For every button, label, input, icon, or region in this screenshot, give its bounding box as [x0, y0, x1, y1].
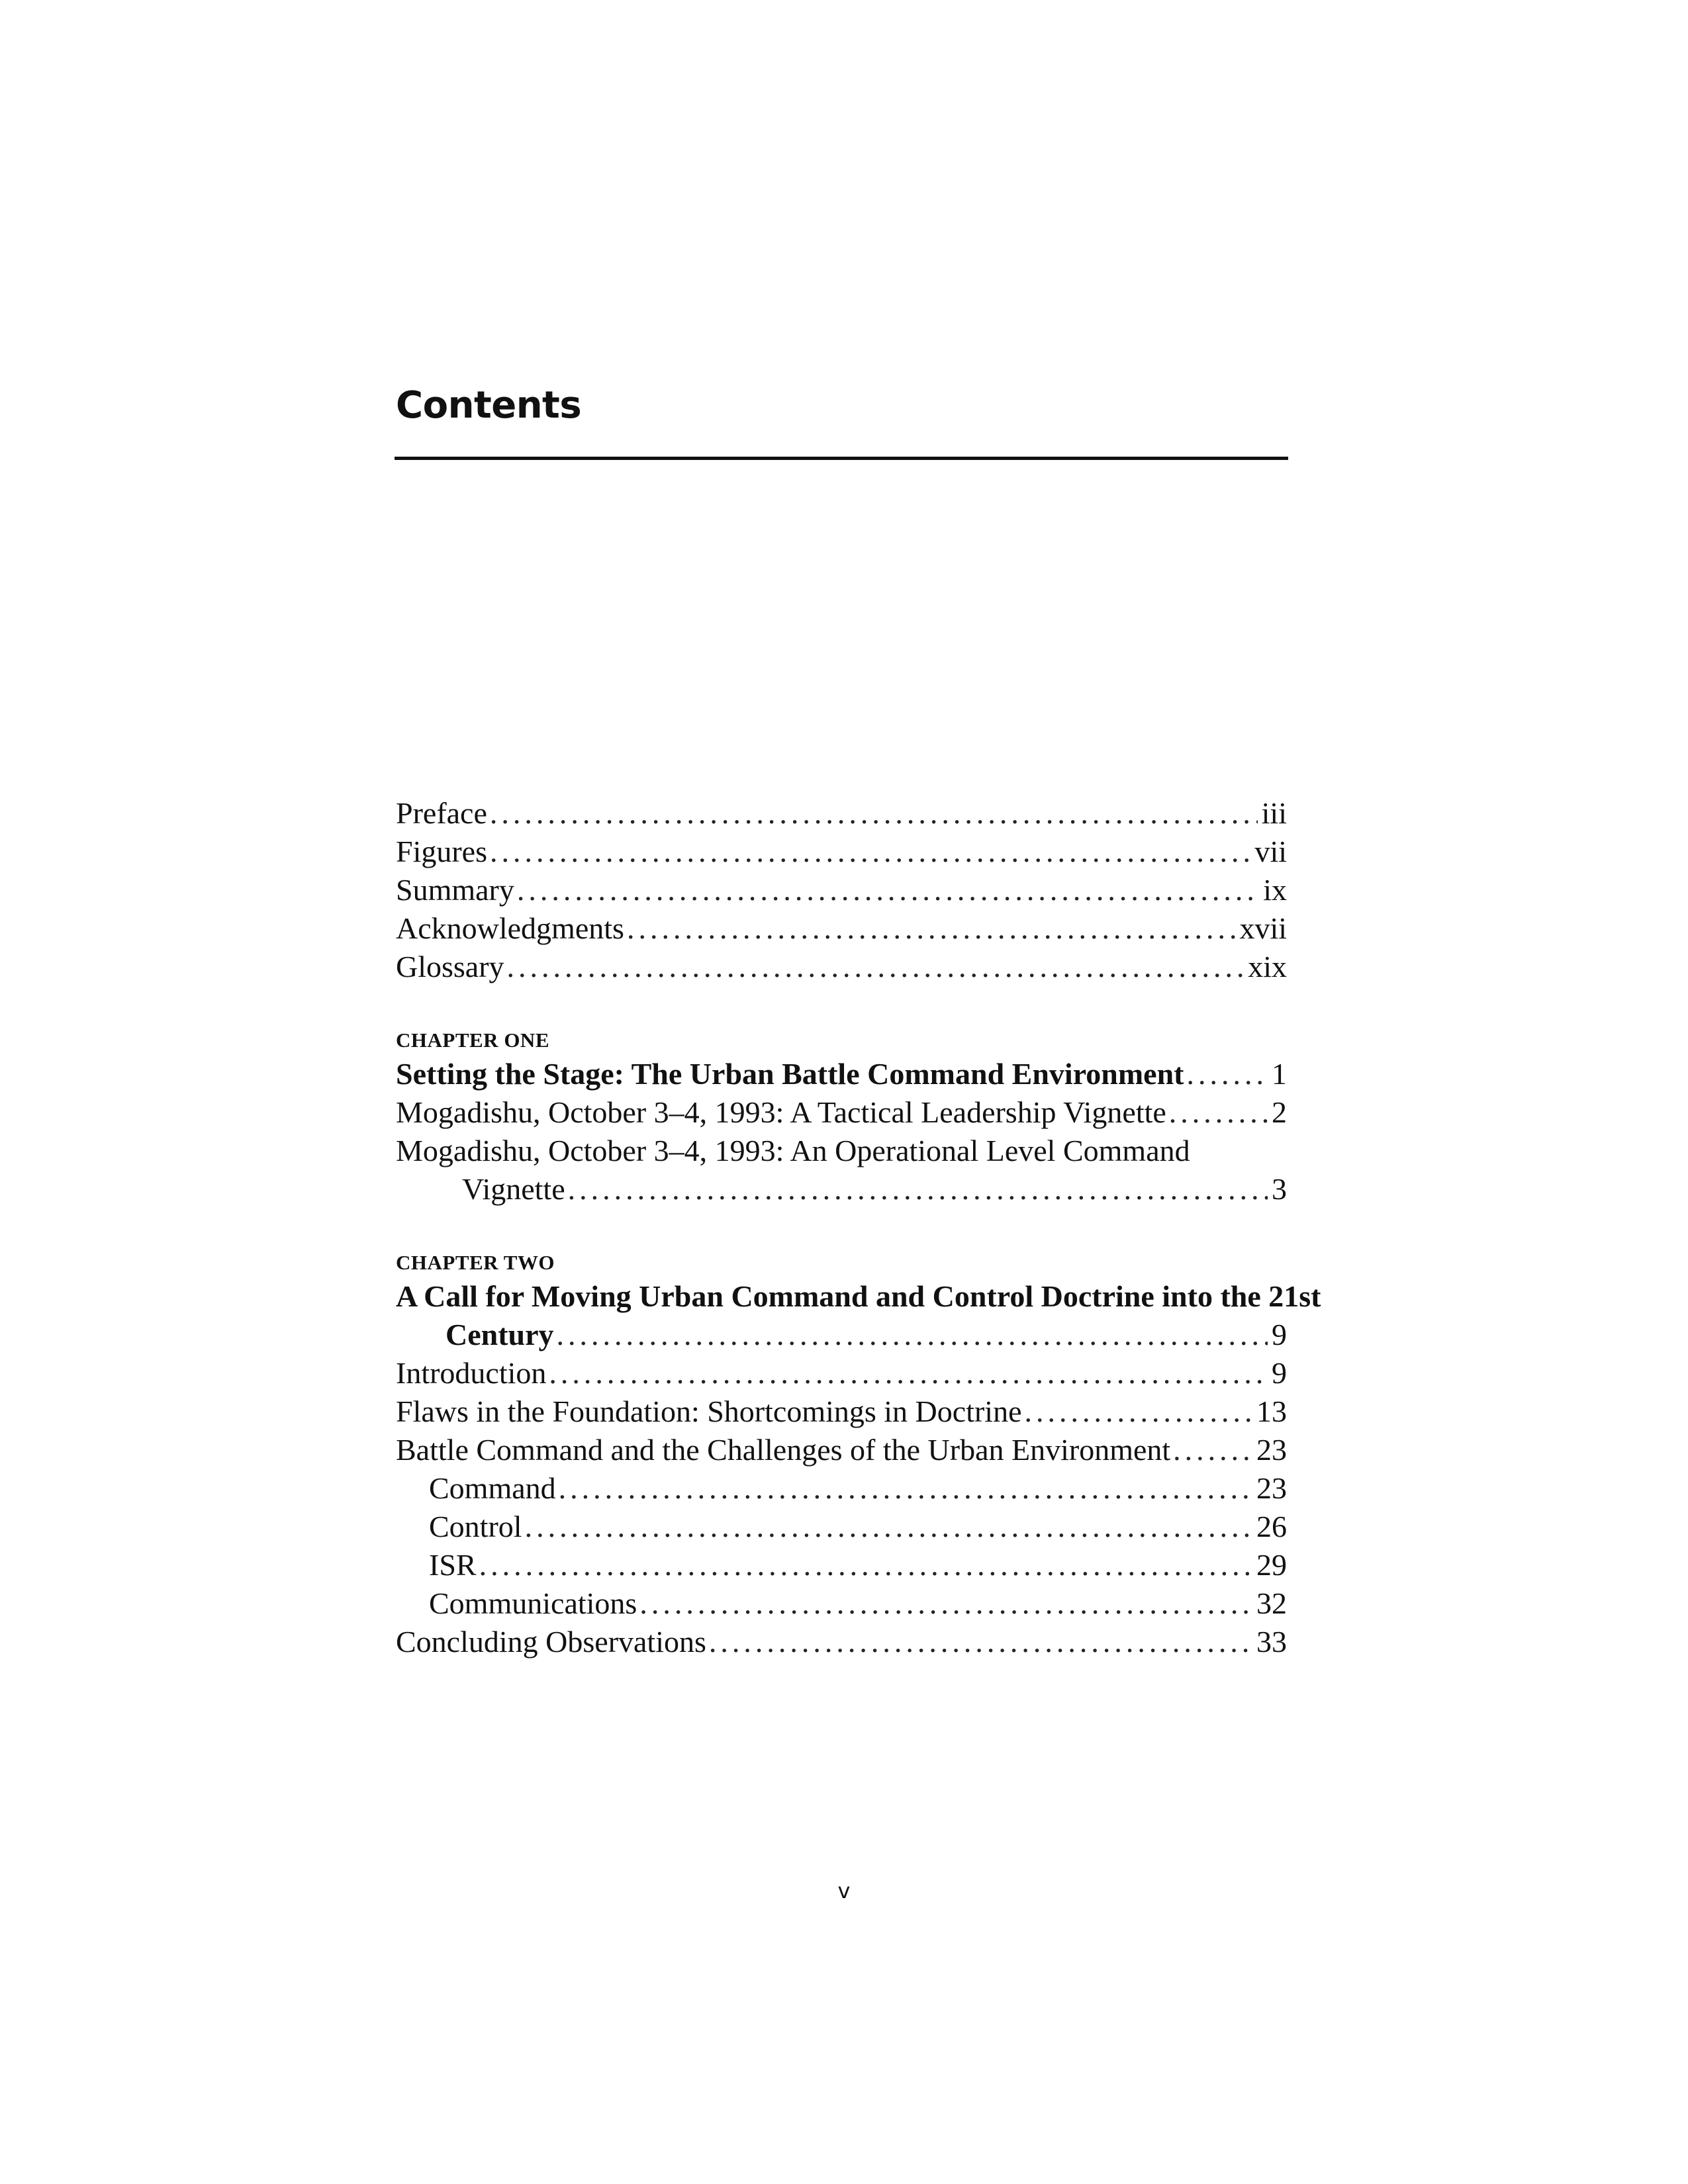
toc-entry-control[interactable] [396, 1508, 1287, 1546]
title-rule [395, 457, 1288, 460]
toc-entry-page: 26 [1256, 1510, 1287, 1543]
leader-dots [1187, 1055, 1268, 1093]
leader-dots [559, 1469, 1252, 1508]
page-number: v [837, 1878, 851, 1903]
leader-dots [709, 1623, 1252, 1661]
toc-entry-label: Introduction [396, 1356, 547, 1390]
toc-entry-page: xix [1248, 950, 1287, 983]
toc-entry-isr[interactable] [396, 1546, 1287, 1584]
toc-entry-page: 1 [1272, 1057, 1287, 1091]
toc-entry-label: Setting the Stage: The Urban Battle Command Environment [396, 1057, 1184, 1091]
toc-entry-glossary[interactable] [396, 948, 1287, 986]
toc-entry-page: 9 [1272, 1318, 1287, 1351]
leader-dots [507, 948, 1244, 986]
toc-entry-label: ISR [429, 1548, 477, 1582]
toc-entry-page: 2 [1272, 1095, 1287, 1129]
toc-entry-introduction[interactable] [396, 1354, 1287, 1392]
toc-entry-acknowledgments[interactable] [396, 909, 1287, 948]
toc-entry-operational-vignette[interactable] [396, 1170, 1287, 1208]
toc-entry-chapter-two-title[interactable] [396, 1316, 1287, 1354]
toc-entry-page: 13 [1256, 1394, 1287, 1428]
toc-entry-figures[interactable] [396, 833, 1287, 871]
toc-entry-label: Control [429, 1510, 522, 1543]
toc-entry-label: Glossary [396, 950, 504, 983]
toc-entry-battle-command[interactable] [396, 1431, 1287, 1469]
leader-dots [1025, 1392, 1253, 1431]
leader-dots [627, 909, 1236, 948]
toc-entry-page: iii [1261, 796, 1287, 830]
toc-entry-summary[interactable] [396, 871, 1287, 909]
leader-dots [639, 1584, 1252, 1623]
toc-entry-label: Figures [396, 835, 487, 868]
toc-entry-chapter-one-title[interactable] [396, 1055, 1287, 1093]
toc-entry-label: Century [445, 1318, 554, 1351]
toc-entry-label: Mogadishu, October 3–4, 1993: A Tactical Leadership Vignette [396, 1095, 1166, 1129]
toc-entry-page: 23 [1256, 1471, 1287, 1505]
toc-entry-label: Acknowledgments [396, 911, 624, 945]
toc-entry-page: 23 [1256, 1433, 1287, 1467]
toc-entry-label: Command [429, 1471, 556, 1505]
toc-entry-chapter-two-title-line1[interactable]: A Call for Moving Urban Command and Control Doctrine into the 21st [396, 1279, 1321, 1313]
leader-dots [490, 833, 1250, 871]
toc-entry-label: Summary [396, 873, 514, 907]
chapter-two-heading: CHAPTER TWO [396, 1251, 555, 1274]
leader-dots [568, 1170, 1268, 1208]
toc-entry-label: Battle Command and the Challenges of the Urban Environment [396, 1433, 1171, 1467]
table-of-contents [396, 794, 1321, 1661]
toc-entry-page: 33 [1256, 1625, 1287, 1659]
toc-entry-page: 3 [1272, 1172, 1287, 1206]
toc-entry-page: 9 [1272, 1356, 1287, 1390]
toc-entry-flaws-in-foundation[interactable] [396, 1392, 1287, 1431]
toc-entry-operational-vignette-line1[interactable]: Mogadishu, October 3–4, 1993: An Operational Level Command [396, 1134, 1190, 1167]
toc-entry-page: 32 [1256, 1586, 1287, 1620]
leader-dots [1173, 1431, 1252, 1469]
toc-entry-page: xvii [1239, 911, 1287, 945]
toc-entry-page: 29 [1256, 1548, 1287, 1582]
toc-entry-concluding-observations[interactable] [396, 1623, 1287, 1661]
leader-dots [490, 794, 1258, 833]
toc-entry-page: ix [1263, 873, 1287, 907]
leader-dots [525, 1508, 1252, 1546]
toc-entry-label: Preface [396, 796, 487, 830]
leader-dots [517, 871, 1259, 909]
leader-dots [557, 1316, 1268, 1354]
toc-entry-command[interactable] [396, 1469, 1287, 1508]
page-title: Contents [396, 384, 582, 427]
toc-entry-communications[interactable] [396, 1584, 1287, 1623]
toc-entry-preface[interactable] [396, 794, 1287, 833]
toc-entry-label: Vignette [462, 1172, 565, 1206]
leader-dots [549, 1354, 1268, 1392]
chapter-one-heading: CHAPTER ONE [396, 1028, 549, 1052]
toc-entry-page: vii [1254, 835, 1287, 868]
toc-entry-label: Concluding Observations [396, 1625, 706, 1659]
leader-dots [1169, 1093, 1268, 1132]
toc-entry-label: Flaws in the Foundation: Shortcomings in Doctrine [396, 1394, 1022, 1428]
toc-entry-label: Communications [429, 1586, 637, 1620]
toc-entry-tactical-vignette[interactable] [396, 1093, 1287, 1132]
leader-dots [479, 1546, 1252, 1584]
